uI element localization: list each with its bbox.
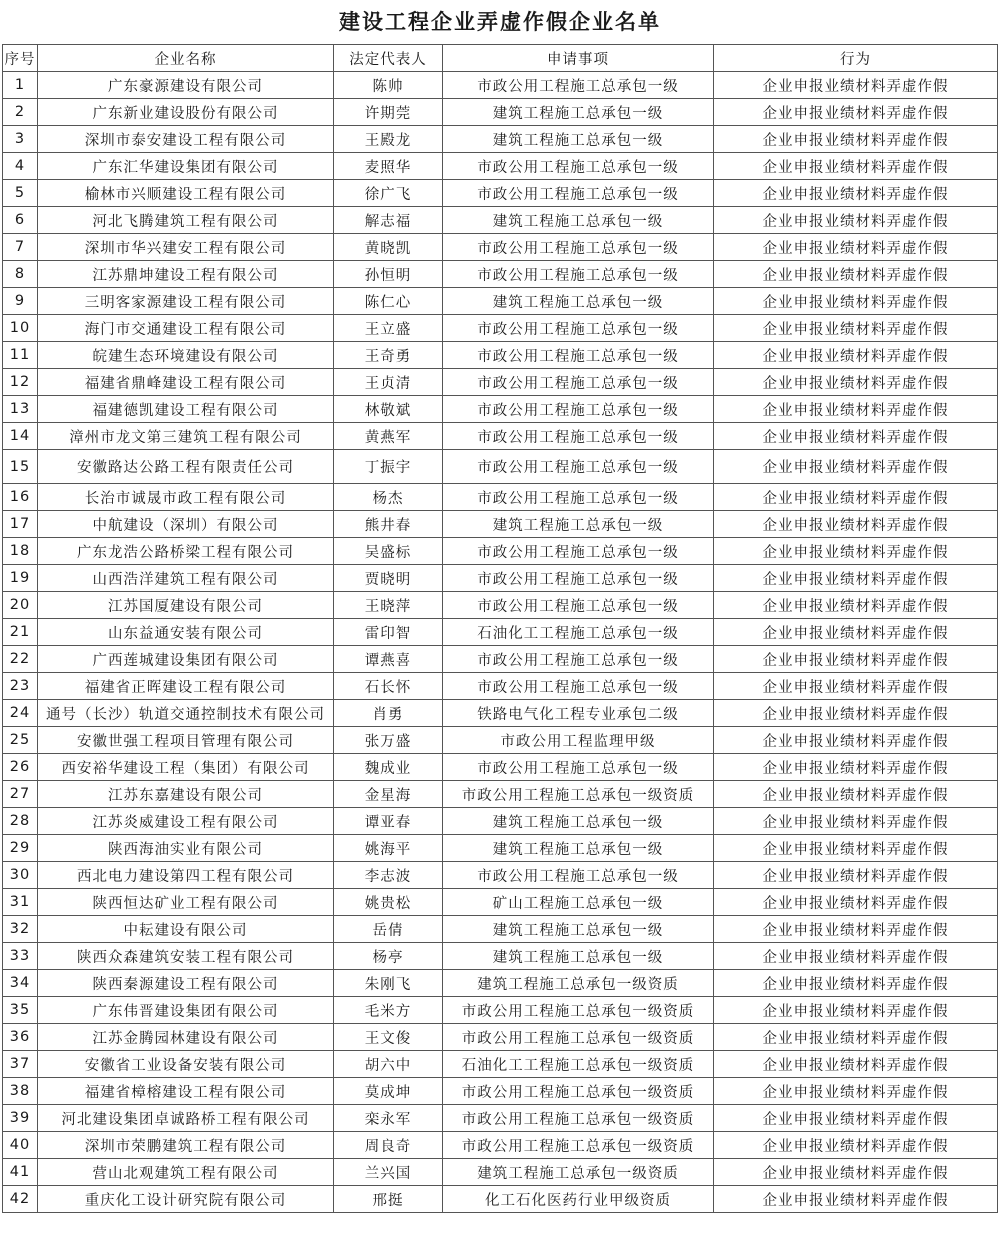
row-index: 18 [3,538,38,565]
company-name: 西北电力建设第四工程有限公司 [38,862,334,889]
application-item: 建筑工程施工总承包一级 [443,207,714,234]
behavior: 企业申报业绩材料弄虚作假 [714,754,998,781]
company-name: 福建省鼎峰建设工程有限公司 [38,369,334,396]
legal-representative: 许期莞 [334,99,443,126]
row-index: 40 [3,1132,38,1159]
legal-representative: 岳倩 [334,916,443,943]
row-index: 10 [3,315,38,342]
behavior: 企业申报业绩材料弄虚作假 [714,450,998,484]
application-item: 市政公用工程施工总承包一级 [443,565,714,592]
legal-representative: 张万盛 [334,727,443,754]
application-item: 市政公用工程施工总承包一级资质 [443,1132,714,1159]
behavior: 企业申报业绩材料弄虚作假 [714,72,998,99]
application-item: 市政公用工程施工总承包一级 [443,673,714,700]
table-row [3,727,998,754]
behavior: 企业申报业绩材料弄虚作假 [714,700,998,727]
company-name: 深圳市荣鹏建筑工程有限公司 [38,1132,334,1159]
application-item: 市政公用工程监理甲级 [443,727,714,754]
legal-representative: 陈仁心 [334,288,443,315]
table-row [3,369,998,396]
legal-representative: 吴盛标 [334,538,443,565]
table-row [3,1105,998,1132]
application-item: 建筑工程施工总承包一级 [443,511,714,538]
header-application-item: 申请事项 [443,45,714,72]
company-name: 广东新业建设股份有限公司 [38,99,334,126]
application-item: 石油化工工程施工总承包一级资质 [443,1051,714,1078]
company-name: 河北建设集团卓诚路桥工程有限公司 [38,1105,334,1132]
company-name: 三明客家源建设工程有限公司 [38,288,334,315]
company-name: 福建德凯建设工程有限公司 [38,396,334,423]
behavior: 企业申报业绩材料弄虚作假 [714,619,998,646]
row-index: 17 [3,511,38,538]
row-index: 31 [3,889,38,916]
behavior: 企业申报业绩材料弄虚作假 [714,342,998,369]
legal-representative: 麦照华 [334,153,443,180]
application-item: 市政公用工程施工总承包一级 [443,153,714,180]
company-name: 陕西恒达矿业工程有限公司 [38,889,334,916]
behavior: 企业申报业绩材料弄虚作假 [714,646,998,673]
behavior: 企业申报业绩材料弄虚作假 [714,1024,998,1051]
table-row [3,423,998,450]
row-index: 6 [3,207,38,234]
behavior: 企业申报业绩材料弄虚作假 [714,423,998,450]
header-index: 序号 [3,45,38,72]
company-name: 通号（长沙）轨道交通控制技术有限公司 [38,700,334,727]
legal-representative: 黄燕军 [334,423,443,450]
application-item: 市政公用工程施工总承包一级资质 [443,997,714,1024]
header-legal-representative: 法定代表人 [334,45,443,72]
company-name: 广东伟晋建设集团有限公司 [38,997,334,1024]
row-index: 38 [3,1078,38,1105]
behavior: 企业申报业绩材料弄虚作假 [714,315,998,342]
company-name: 河北飞腾建筑工程有限公司 [38,207,334,234]
application-item: 建筑工程施工总承包一级 [443,943,714,970]
table-row [3,1186,998,1213]
company-name: 深圳市泰安建设工程有限公司 [38,126,334,153]
behavior: 企业申报业绩材料弄虚作假 [714,369,998,396]
legal-representative: 杨亭 [334,943,443,970]
behavior: 企业申报业绩材料弄虚作假 [714,396,998,423]
behavior: 企业申报业绩材料弄虚作假 [714,673,998,700]
table-row [3,808,998,835]
application-item: 市政公用工程施工总承包一级 [443,261,714,288]
row-index: 13 [3,396,38,423]
table-row [3,862,998,889]
table-row [3,207,998,234]
behavior: 企业申报业绩材料弄虚作假 [714,261,998,288]
application-item: 市政公用工程施工总承包一级资质 [443,1024,714,1051]
company-name: 安徽世强工程项目管理有限公司 [38,727,334,754]
table-row [3,781,998,808]
application-item: 市政公用工程施工总承包一级 [443,592,714,619]
row-index: 25 [3,727,38,754]
behavior: 企业申报业绩材料弄虚作假 [714,1159,998,1186]
application-item: 市政公用工程施工总承包一级 [443,423,714,450]
legal-representative: 王立盛 [334,315,443,342]
behavior: 企业申报业绩材料弄虚作假 [714,126,998,153]
company-name: 江苏炎威建设工程有限公司 [38,808,334,835]
company-name: 安徽路达公路工程有限责任公司 [38,450,334,484]
application-item: 建筑工程施工总承包一级资质 [443,970,714,997]
row-index: 7 [3,234,38,261]
legal-representative: 朱刚飞 [334,970,443,997]
table-row [3,1051,998,1078]
application-item: 市政公用工程施工总承包一级 [443,538,714,565]
behavior: 企业申报业绩材料弄虚作假 [714,808,998,835]
row-index: 42 [3,1186,38,1213]
table-row [3,835,998,862]
application-item: 建筑工程施工总承包一级 [443,99,714,126]
behavior: 企业申报业绩材料弄虚作假 [714,592,998,619]
row-index: 12 [3,369,38,396]
row-index: 35 [3,997,38,1024]
application-item: 市政公用工程施工总承包一级 [443,646,714,673]
table-row [3,396,998,423]
row-index: 9 [3,288,38,315]
company-name: 广东豪源建设有限公司 [38,72,334,99]
behavior: 企业申报业绩材料弄虚作假 [714,835,998,862]
table-row [3,997,998,1024]
company-name: 中航建设（深圳）有限公司 [38,511,334,538]
legal-representative: 徐广飞 [334,180,443,207]
application-item: 市政公用工程施工总承包一级 [443,754,714,781]
table-row [3,126,998,153]
header-behavior: 行为 [714,45,998,72]
legal-representative: 邢挺 [334,1186,443,1213]
behavior: 企业申报业绩材料弄虚作假 [714,997,998,1024]
application-item: 建筑工程施工总承包一级 [443,916,714,943]
row-index: 5 [3,180,38,207]
row-index: 2 [3,99,38,126]
table-row [3,153,998,180]
application-item: 市政公用工程施工总承包一级 [443,369,714,396]
row-index: 41 [3,1159,38,1186]
row-index: 37 [3,1051,38,1078]
behavior: 企业申报业绩材料弄虚作假 [714,970,998,997]
application-item: 市政公用工程施工总承包一级 [443,342,714,369]
legal-representative: 兰兴国 [334,1159,443,1186]
legal-representative: 熊井春 [334,511,443,538]
application-item: 建筑工程施工总承包一级资质 [443,1159,714,1186]
application-item: 化工石化医药行业甲级资质 [443,1186,714,1213]
company-name: 中耘建设有限公司 [38,916,334,943]
row-index: 29 [3,835,38,862]
table-row [3,673,998,700]
legal-representative: 黄晓凯 [334,234,443,261]
legal-representative: 肖勇 [334,700,443,727]
legal-representative: 孙恒明 [334,261,443,288]
application-item: 市政公用工程施工总承包一级 [443,450,714,484]
row-index: 24 [3,700,38,727]
table-row [3,484,998,511]
behavior: 企业申报业绩材料弄虚作假 [714,180,998,207]
row-index: 36 [3,1024,38,1051]
application-item: 建筑工程施工总承包一级 [443,288,714,315]
row-index: 1 [3,72,38,99]
table-row [3,1159,998,1186]
company-table [2,44,998,1213]
application-item: 市政公用工程施工总承包一级资质 [443,1105,714,1132]
table-row [3,646,998,673]
company-name: 江苏金腾园林建设有限公司 [38,1024,334,1051]
company-name: 长治市诚晟市政工程有限公司 [38,484,334,511]
behavior: 企业申报业绩材料弄虚作假 [714,943,998,970]
table-row [3,700,998,727]
behavior: 企业申报业绩材料弄虚作假 [714,234,998,261]
company-name: 漳州市龙文第三建筑工程有限公司 [38,423,334,450]
legal-representative: 王奇勇 [334,342,443,369]
table-row [3,99,998,126]
table-row [3,538,998,565]
row-index: 30 [3,862,38,889]
table-row [3,754,998,781]
company-name: 广西莲城建设集团有限公司 [38,646,334,673]
legal-representative: 王殿龙 [334,126,443,153]
row-index: 33 [3,943,38,970]
company-name: 深圳市华兴建安工程有限公司 [38,234,334,261]
row-index: 4 [3,153,38,180]
table-row [3,943,998,970]
company-name: 营山北观建筑工程有限公司 [38,1159,334,1186]
legal-representative: 金星海 [334,781,443,808]
legal-representative: 谭亚春 [334,808,443,835]
row-index: 20 [3,592,38,619]
application-item: 建筑工程施工总承包一级 [443,808,714,835]
behavior: 企业申报业绩材料弄虚作假 [714,862,998,889]
table-row [3,1132,998,1159]
company-name: 陕西海油实业有限公司 [38,835,334,862]
table-row [3,619,998,646]
table-row [3,261,998,288]
legal-representative: 姚海平 [334,835,443,862]
application-item: 市政公用工程施工总承包一级 [443,396,714,423]
application-item: 市政公用工程施工总承包一级 [443,484,714,511]
table-row [3,970,998,997]
company-name: 福建省樟榕建设工程有限公司 [38,1078,334,1105]
company-name: 山东益通安装有限公司 [38,619,334,646]
row-index: 8 [3,261,38,288]
application-item: 市政公用工程施工总承包一级 [443,234,714,261]
company-name: 皖建生态环境建设有限公司 [38,342,334,369]
legal-representative: 栾永军 [334,1105,443,1132]
application-item: 市政公用工程施工总承包一级 [443,315,714,342]
table-row [3,315,998,342]
legal-representative: 胡六中 [334,1051,443,1078]
legal-representative: 解志福 [334,207,443,234]
legal-representative: 王晓萍 [334,592,443,619]
application-item: 石油化工工程施工总承包一级 [443,619,714,646]
behavior: 企业申报业绩材料弄虚作假 [714,288,998,315]
table-row [3,511,998,538]
company-name: 江苏鼎坤建设工程有限公司 [38,261,334,288]
company-name: 海门市交通建设工程有限公司 [38,315,334,342]
table-row [3,1024,998,1051]
table-row [3,889,998,916]
application-item: 铁路电气化工程专业承包二级 [443,700,714,727]
behavior: 企业申报业绩材料弄虚作假 [714,916,998,943]
legal-representative: 陈帅 [334,72,443,99]
legal-representative: 李志波 [334,862,443,889]
row-index: 34 [3,970,38,997]
table-header-row [3,45,998,72]
table-row [3,288,998,315]
behavior: 企业申报业绩材料弄虚作假 [714,889,998,916]
table-row [3,234,998,261]
company-name: 重庆化工设计研究院有限公司 [38,1186,334,1213]
legal-representative: 王贞清 [334,369,443,396]
row-index: 27 [3,781,38,808]
legal-representative: 林敬斌 [334,396,443,423]
behavior: 企业申报业绩材料弄虚作假 [714,1051,998,1078]
row-index: 14 [3,423,38,450]
company-name: 陕西秦源建设工程有限公司 [38,970,334,997]
legal-representative: 谭燕喜 [334,646,443,673]
row-index: 28 [3,808,38,835]
table-row [3,342,998,369]
application-item: 市政公用工程施工总承包一级 [443,862,714,889]
application-item: 建筑工程施工总承包一级 [443,835,714,862]
behavior: 企业申报业绩材料弄虚作假 [714,99,998,126]
legal-representative: 王文俊 [334,1024,443,1051]
behavior: 企业申报业绩材料弄虚作假 [714,1078,998,1105]
legal-representative: 魏成业 [334,754,443,781]
table-body [3,72,998,1213]
legal-representative: 丁振宇 [334,450,443,484]
table-row [3,1078,998,1105]
behavior: 企业申报业绩材料弄虚作假 [714,207,998,234]
header-company-name: 企业名称 [38,45,334,72]
table-row [3,916,998,943]
table-row [3,565,998,592]
legal-representative: 贾晓明 [334,565,443,592]
row-index: 32 [3,916,38,943]
page-title: 建设工程企业弄虚作假企业名单 [339,9,661,34]
application-item: 建筑工程施工总承包一级 [443,126,714,153]
legal-representative: 莫成坤 [334,1078,443,1105]
behavior: 企业申报业绩材料弄虚作假 [714,1105,998,1132]
company-name: 安徽省工业设备安装有限公司 [38,1051,334,1078]
table-row [3,450,998,484]
row-index: 23 [3,673,38,700]
row-index: 26 [3,754,38,781]
behavior: 企业申报业绩材料弄虚作假 [714,538,998,565]
company-name: 山西浩洋建筑工程有限公司 [38,565,334,592]
legal-representative: 周良奇 [334,1132,443,1159]
behavior: 企业申报业绩材料弄虚作假 [714,511,998,538]
row-index: 22 [3,646,38,673]
company-name: 广东汇华建设集团有限公司 [38,153,334,180]
behavior: 企业申报业绩材料弄虚作假 [714,727,998,754]
legal-representative: 杨杰 [334,484,443,511]
company-name: 江苏国厦建设有限公司 [38,592,334,619]
company-name: 陕西众森建筑安装工程有限公司 [38,943,334,970]
behavior: 企业申报业绩材料弄虚作假 [714,153,998,180]
application-item: 矿山工程施工总承包一级 [443,889,714,916]
row-index: 16 [3,484,38,511]
company-name: 广东龙浩公路桥梁工程有限公司 [38,538,334,565]
company-name: 福建省正晖建设工程有限公司 [38,673,334,700]
row-index: 3 [3,126,38,153]
behavior: 企业申报业绩材料弄虚作假 [714,1132,998,1159]
company-name: 江苏东嘉建设有限公司 [38,781,334,808]
legal-representative: 雷印智 [334,619,443,646]
table-row [3,72,998,99]
row-index: 15 [3,450,38,484]
behavior: 企业申报业绩材料弄虚作假 [714,1186,998,1213]
application-item: 市政公用工程施工总承包一级资质 [443,1078,714,1105]
legal-representative: 毛米方 [334,997,443,1024]
table-row [3,180,998,207]
company-name: 西安裕华建设工程（集团）有限公司 [38,754,334,781]
application-item: 市政公用工程施工总承包一级 [443,180,714,207]
behavior: 企业申报业绩材料弄虚作假 [714,781,998,808]
legal-representative: 石长怀 [334,673,443,700]
row-index: 21 [3,619,38,646]
company-name: 榆林市兴顺建设工程有限公司 [38,180,334,207]
legal-representative: 姚贵松 [334,889,443,916]
application-item: 市政公用工程施工总承包一级 [443,72,714,99]
row-index: 39 [3,1105,38,1132]
application-item: 市政公用工程施工总承包一级资质 [443,781,714,808]
row-index: 19 [3,565,38,592]
behavior: 企业申报业绩材料弄虚作假 [714,565,998,592]
behavior: 企业申报业绩材料弄虚作假 [714,484,998,511]
table-row [3,592,998,619]
row-index: 11 [3,342,38,369]
